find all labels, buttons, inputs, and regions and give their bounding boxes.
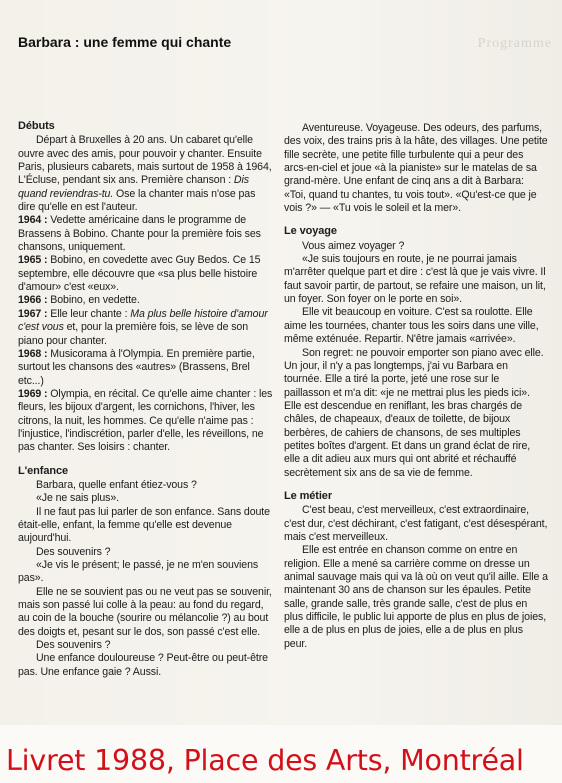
paragraph: Elle ne se souvient pas ou ne veut pas se souvenir, mais son passé lui colle à la peau: au fond du regard, au coin de la bouche (sourire ou mélancolie ?) au bout des doigts et, pesant sur le dos, son passé c'est elle. bbox=[18, 585, 272, 638]
paragraph: Elle vit beaucoup en voiture. C'est sa roulotte. Elle aime les tournées, chanter tous les soirs dans une ville, même exténuée. Repartir. N'être jamais «arrivée». bbox=[284, 306, 539, 346]
paragraph: «Je ne sais plus». bbox=[36, 492, 120, 505]
timeline-1964: 1964 : Vedette américaine dans le programme de Brassens à Bobino. Chante pour la première fois ses chansons, uniquement. bbox=[18, 214, 261, 254]
paragraph: Des souvenirs ? bbox=[36, 545, 111, 558]
paragraph: Il ne faut pas lui parler de son enfance. Sans doute était-elle, enfant, la femme qu'elle est devenue aujourd'hui. bbox=[18, 505, 270, 545]
timeline-1967: 1967 : Elle leur chante : Ma plus belle histoire d'amour c'est vous et, pour la première fois, se lève de son piano pour chanter. bbox=[18, 307, 268, 347]
paragraph: Son regret: ne pouvoir emporter son piano avec elle. Un jour, il n'y a pas longtemps, j'ai vu Barbara en tournée. Elle a tiré la porte, jeté une rose sur le paillasson et m'a dit: «je ne mettrai plus les pieds ici». Elle est descendue en reniflant, les bras chargés de châles, de chapeaux, d'eaux de toilette, de bijoux berbères, de cahiers de chansons, de ses multiples petites boîtes d'argent. Et dans un grand éclat de rire, elle a dit adieu aux murs qui ont abrité et réchauffé secrètement six ans de sa vie de femme. bbox=[284, 346, 544, 479]
source-caption: Livret 1988, Place des Arts, Montréal bbox=[6, 744, 524, 777]
paragraph: Des souvenirs ? bbox=[36, 639, 111, 652]
timeline-1968: 1968 : Musicorama à l'Olympia. En première partie, surtout les chansons des «autres» (Brassens, Brel etc...) bbox=[18, 347, 255, 387]
paragraph: Barbara, quelle enfant étiez-vous ? bbox=[36, 478, 197, 491]
timeline-1969: 1969 : Olympia, en récital. Ce qu'elle aime chanter : les fleurs, les bijoux d'argent, les cornichons, l'hiver, les citrons, la nuit, les hommes. Ce qu'elle n'aime pas : l'injustice, l'indiscrétion, parler d'elle, les réveillons, ne pas chanter. Ses loisirs : chanter. bbox=[18, 387, 273, 454]
paragraph: C'est beau, c'est merveilleux, c'est extraordinaire, c'est dur, c'est déchirant, c'est fatigant, c'est désespérant, mais c'est merveilleux. bbox=[284, 504, 548, 543]
paragraph-debuts: Départ à Bruxelles à 20 ans. Un cabaret qu'elle ouvre avec des amis, pour pouvoir y chanter. Ensuite Paris, plusieurs cabarets, mais surtout de 1958 à 1964, L'Écluse, pendant six ans. Première chanson : Dis quand reviendras-tu. Ose la chanter mais n'ose pas dire qu'elle en est l'auteur. bbox=[18, 134, 272, 214]
caption-band bbox=[0, 725, 562, 783]
heading-metier: Le métier bbox=[284, 489, 333, 502]
right-column bbox=[284, 122, 548, 651]
timeline-1966: 1966 : Bobino, en vedette. bbox=[18, 294, 140, 307]
paragraph: Aventureuse. Voyageuse. Des odeurs, des parfums, des voix, des trains pris à la hâte, des villages. Une petite fille secrète, une petite fille turbulente qui a peur des arcs-en-ciel et joue «à la pianiste» sur le matelas de sa grand-mère. Une enfant de cinq ans a dit à Barbara: «Toi, quand tu chantes, tu vois tout». «Qu'est-ce que je vois ?» — «Tu vois le soleil et la mer». bbox=[284, 122, 548, 215]
left-column bbox=[18, 120, 273, 679]
paragraph: Une enfance douloureuse ? Peut-être ou peut-être pas. Une enfance gaie ? Aussi. bbox=[18, 652, 268, 678]
article-title: Barbara : une femme qui chante bbox=[18, 34, 232, 50]
paragraph: «Je suis toujours en route, je ne pourrai jamais m'arrêter quelque part et dire : c'est là que je vais vivre. Il faut savoir partir, de partout, se refaire une maison, un lit, un foyer. Son foyer on le porte en soi». bbox=[284, 253, 546, 306]
bleed-through-text: Programme bbox=[477, 36, 552, 51]
song-title: Ma plus belle histoire d'amour c'est vous bbox=[18, 307, 268, 334]
paragraph: Vous aimez voyager ? bbox=[302, 239, 405, 252]
timeline-1965: 1965 : Bobino, en covedette avec Guy Bedos. Ce 15 septembre, elle découvre que «sa plus belle histoire d'amour» c'est «eux». bbox=[18, 254, 261, 294]
paragraph: «Je vis le présent; le passé, je ne m'en souviens pas». bbox=[18, 559, 259, 585]
song-title: Dis quand reviendras-tu. bbox=[18, 174, 249, 200]
heading-enfance: L'enfance bbox=[18, 464, 69, 477]
heading-debuts: Débuts bbox=[18, 120, 55, 132]
paragraph: Elle est entrée en chanson comme on entre en religion. Elle a mené sa carrière comme on dresse un animal sauvage mais qui va là où on veut qu'il aille. Elle a maintenant 30 ans de chanson sur les épaules. Petite salle, grande salle, très grande salle, c'est de plus en plus difficile, le public lui apporte de plus en plus de joies, elle a de plus en plus de joies, elle a de plus en plus peur. bbox=[284, 544, 548, 650]
heading-voyage: Le voyage bbox=[284, 225, 337, 238]
